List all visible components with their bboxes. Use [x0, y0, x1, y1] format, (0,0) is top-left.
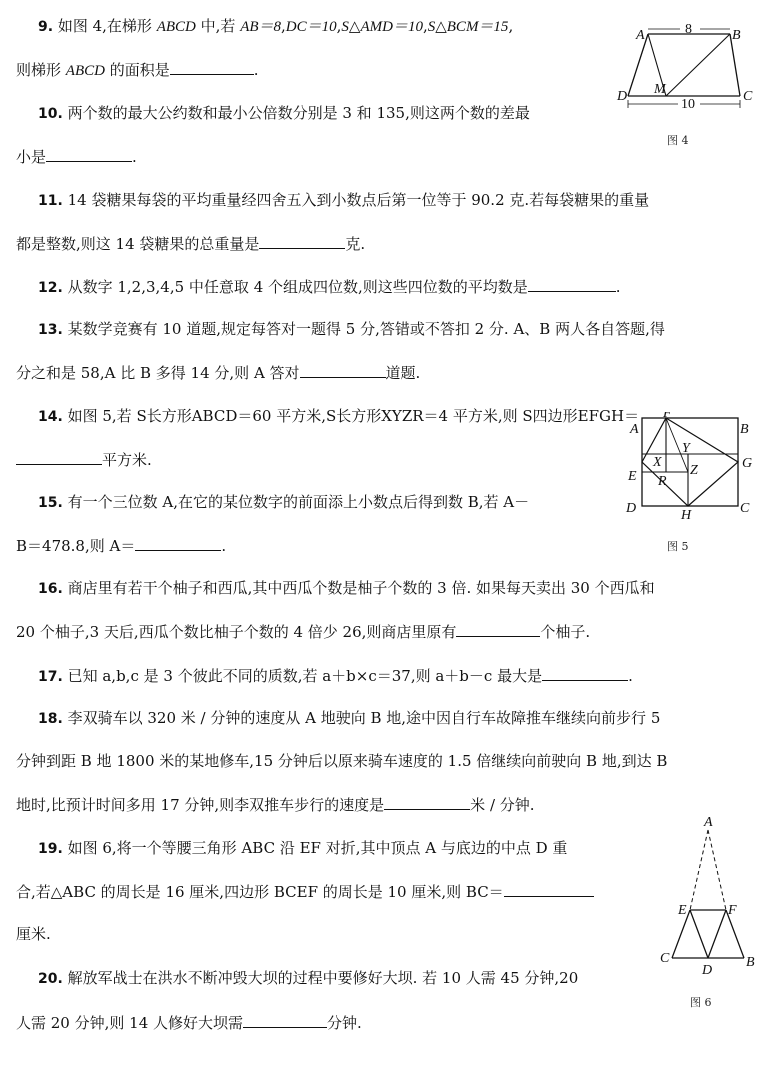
- fig4-label-a: A: [636, 28, 645, 43]
- q19-number: 19.: [38, 841, 63, 857]
- q9-dc: DC＝10: [285, 19, 337, 35]
- q20-line2: [16, 1012, 362, 1033]
- q19-text-l1: 如图 6,将一个等腰三角形 ABC 沿 EF 对折,其中顶点 A 与底边的中点 D 重: [67, 839, 568, 857]
- fig5-label-r: R: [658, 474, 667, 489]
- fig4-label-d: D: [617, 89, 628, 104]
- fig5-label-e: E: [628, 469, 637, 484]
- q20-text-l1: 解放军战士在洪水不断冲毁大坝的过程中要修好大坝. 若 10 人需 45 分钟,20: [67, 969, 579, 987]
- q19-line1: [38, 838, 567, 859]
- q9-abcd-2: ABCD: [65, 63, 105, 79]
- fig5-caption: 图 5: [667, 540, 689, 553]
- q15-text-l2: B＝478.8,则 A＝: [16, 537, 136, 555]
- fig6-label-a: A: [704, 815, 713, 830]
- q16-line2: [16, 621, 590, 642]
- q13-text-l2: 分之和是 58,A 比 B 多得 14 分,则 A 答对: [16, 364, 300, 382]
- fig5-label-c: C: [740, 501, 750, 516]
- q16-answer-blank[interactable]: [456, 621, 540, 637]
- q11-line2: [16, 233, 365, 254]
- q11-text-l2: 都是整数,则这 14 袋糖果的总重量是: [16, 235, 260, 253]
- fig6-label-f: F: [728, 903, 737, 918]
- q9-text-a: 如图 4,在梯形: [57, 17, 157, 35]
- q13-answer-blank[interactable]: [300, 362, 386, 378]
- q14-line1: [38, 406, 639, 427]
- q18-end: 米 / 分钟.: [470, 796, 535, 814]
- q14-text-l1: 如图 5,若 S长方形ABCD＝60 平方米,S长方形XYZR＝4 平方米,则 S四边形EFGH＝: [67, 407, 640, 425]
- fig5-label-h: H: [681, 508, 692, 522]
- fig4-label-c: C: [743, 89, 753, 104]
- fig5-label-a: A: [630, 422, 639, 437]
- q19-text-l2: 合,若△ABC 的周长是 16 厘米,四边形 BCEF 的周长是 10 厘米,则 BC＝: [16, 883, 504, 901]
- q17-number: 17.: [38, 669, 63, 685]
- q20-answer-blank[interactable]: [243, 1012, 327, 1028]
- q17-line1: [38, 665, 633, 687]
- fig4-edge-bm: [666, 34, 730, 96]
- q19-line3: [16, 924, 51, 944]
- fig4-label-m: M: [654, 82, 666, 97]
- q20-number: 20.: [38, 971, 63, 987]
- q11-text-l1: 14 袋糖果每袋的平均重量经四舍五入到小数点后第一位等于 90.2 克.若每袋糖果的重量: [67, 191, 650, 209]
- q17-answer-blank[interactable]: [542, 665, 628, 681]
- fig5-label-z: Z: [690, 463, 698, 478]
- q9-abcd: ABCD: [156, 19, 196, 35]
- q15-answer-blank[interactable]: [135, 535, 221, 551]
- fig6-caption: 图 6: [690, 996, 712, 1009]
- q17-text-l1: 已知 a,b,c 是 3 个彼此不同的质数,若 a＋b×c＝37,则 a＋b－c 最大是: [67, 667, 543, 685]
- fig4-edge-ad: [628, 34, 648, 96]
- q18-line2: [16, 751, 667, 771]
- q18-line1: [38, 708, 660, 729]
- fig4-edge-bc: [730, 34, 740, 96]
- q19-text-l3: 厘米.: [16, 925, 51, 943]
- q20-text-l2: 人需 20 分钟,则 14 人修好大坝需: [16, 1014, 244, 1032]
- q9-answer-blank[interactable]: [170, 59, 254, 75]
- q17-end: .: [628, 667, 633, 685]
- q9-text-line2: 则梯形: [16, 61, 66, 79]
- q11-end: 克.: [345, 235, 366, 253]
- figure-6: [660, 812, 760, 982]
- q13-text-l1: 某数学竞赛有 10 道题,规定每答对一题得 5 分,答错或不答扣 2 分. A、B 两人各自答题,得: [67, 320, 665, 338]
- figure-4: [616, 20, 756, 115]
- q18-line3: [16, 794, 535, 815]
- q13-number: 13.: [38, 322, 63, 338]
- q18-number: 18.: [38, 711, 63, 727]
- q9-end: .: [253, 61, 259, 79]
- q13-line2: [16, 362, 420, 383]
- q19-line2: [16, 881, 594, 902]
- fig4-label-bottom: 10: [681, 97, 695, 112]
- fig6-label-c: C: [660, 951, 670, 966]
- q10-line2: [16, 146, 137, 167]
- q20-line1: [38, 968, 578, 989]
- q9-comma3: ,: [422, 17, 428, 35]
- fig5-label-b: B: [740, 422, 749, 437]
- q18-answer-blank[interactable]: [384, 794, 470, 810]
- q15-text-l1: 有一个三位数 A,在它的某位数字的前面添上小数点后得到数 B,若 A－: [67, 493, 530, 511]
- fig4-caption: 图 4: [667, 134, 689, 147]
- q14-answer-blank[interactable]: [16, 449, 102, 465]
- q10-answer-blank[interactable]: [46, 146, 132, 162]
- q18-text-l2: 分钟到距 B 地 1800 米的某地修车,15 分钟后以原来骑车速度的 1.5 倍继续向前驶向 B 地,到达 B: [16, 752, 668, 770]
- q9-ab: AB＝8: [240, 19, 282, 35]
- q9-comma4: ,: [508, 17, 514, 35]
- q16-number: 16.: [38, 581, 63, 597]
- q12-answer-blank[interactable]: [528, 276, 616, 292]
- q12-number: 12.: [38, 280, 63, 296]
- fig5-label-f: F: [663, 412, 672, 421]
- q9-text-line2b: 的面积是: [104, 61, 170, 79]
- q12-text-l1: 从数字 1,2,3,4,5 中任意取 4 个组成四位数,则这些四位数的平均数是: [67, 278, 528, 296]
- q9-number: 9.: [38, 19, 54, 35]
- q18-text-l1: 李双骑车以 320 米 / 分钟的速度从 A 地驶向 B 地,途中因自行车故障推车继续向前步行 5: [67, 709, 661, 727]
- fig4-label-b: B: [732, 28, 741, 43]
- q9-comma1: ,: [281, 17, 286, 35]
- q15-line2: [16, 535, 226, 556]
- q12-line1: [38, 276, 621, 298]
- q9-line2: [16, 59, 259, 81]
- q10-text-l2: 小是: [16, 148, 47, 166]
- fig5-label-x: X: [653, 455, 662, 470]
- fig5-label-d: D: [626, 501, 637, 516]
- q9-line1: [38, 16, 513, 37]
- q9-comma2: ,: [336, 17, 342, 35]
- q9-s2: S△BCM＝15: [427, 19, 509, 35]
- q12-end: .: [615, 278, 621, 296]
- q11-number: 11.: [38, 193, 63, 209]
- q16-text-l1: 商店里有若干个柚子和西瓜,其中西瓜个数是柚子个数的 3 倍. 如果每天卖出 30 个西瓜和: [67, 579, 655, 597]
- fig6-label-e: E: [678, 903, 687, 918]
- q13-line1: [38, 319, 665, 340]
- q9-text-b: 中,若: [195, 17, 241, 35]
- figure-5: [622, 412, 760, 522]
- q10-end: .: [132, 148, 137, 166]
- q15-end: .: [221, 537, 227, 555]
- q16-line1: [38, 578, 655, 599]
- fig6-edge-fd: [708, 910, 726, 958]
- fig5-label-y: Y: [682, 441, 690, 456]
- q19-answer-blank[interactable]: [504, 881, 594, 897]
- fig6-label-b: B: [746, 955, 755, 970]
- q14-end: 平方米.: [102, 451, 152, 469]
- fig5-label-g: G: [742, 456, 753, 471]
- q16-end: 个柚子.: [540, 623, 591, 641]
- q11-line1: [38, 190, 649, 211]
- q9-s1: S△AMD＝10: [341, 19, 423, 35]
- q15-line1: [38, 492, 529, 513]
- q13-end: 道题.: [385, 364, 421, 382]
- q14-number: 14.: [38, 409, 63, 425]
- q10-number: 10.: [38, 106, 63, 122]
- q18-text-l3: 地时,比预计时间多用 17 分钟,则李双推车步行的速度是: [16, 796, 385, 814]
- q14-line2: [16, 449, 152, 470]
- q20-end: 分钟.: [327, 1014, 362, 1032]
- q16-text-l2: 20 个柚子,3 天后,西瓜个数比柚子个数的 4 倍少 26,则商店里原有: [16, 623, 457, 641]
- fig6-label-d: D: [702, 963, 713, 978]
- q15-number: 15.: [38, 495, 63, 511]
- q10-text-l1: 两个数的最大公约数和最小公倍数分别是 3 和 135,则这两个数的差最: [67, 104, 530, 122]
- fig4-label-top: 8: [685, 22, 692, 37]
- q10-line1: [38, 103, 530, 124]
- fig6-edge-ed: [690, 910, 708, 958]
- q11-answer-blank[interactable]: [259, 233, 345, 249]
